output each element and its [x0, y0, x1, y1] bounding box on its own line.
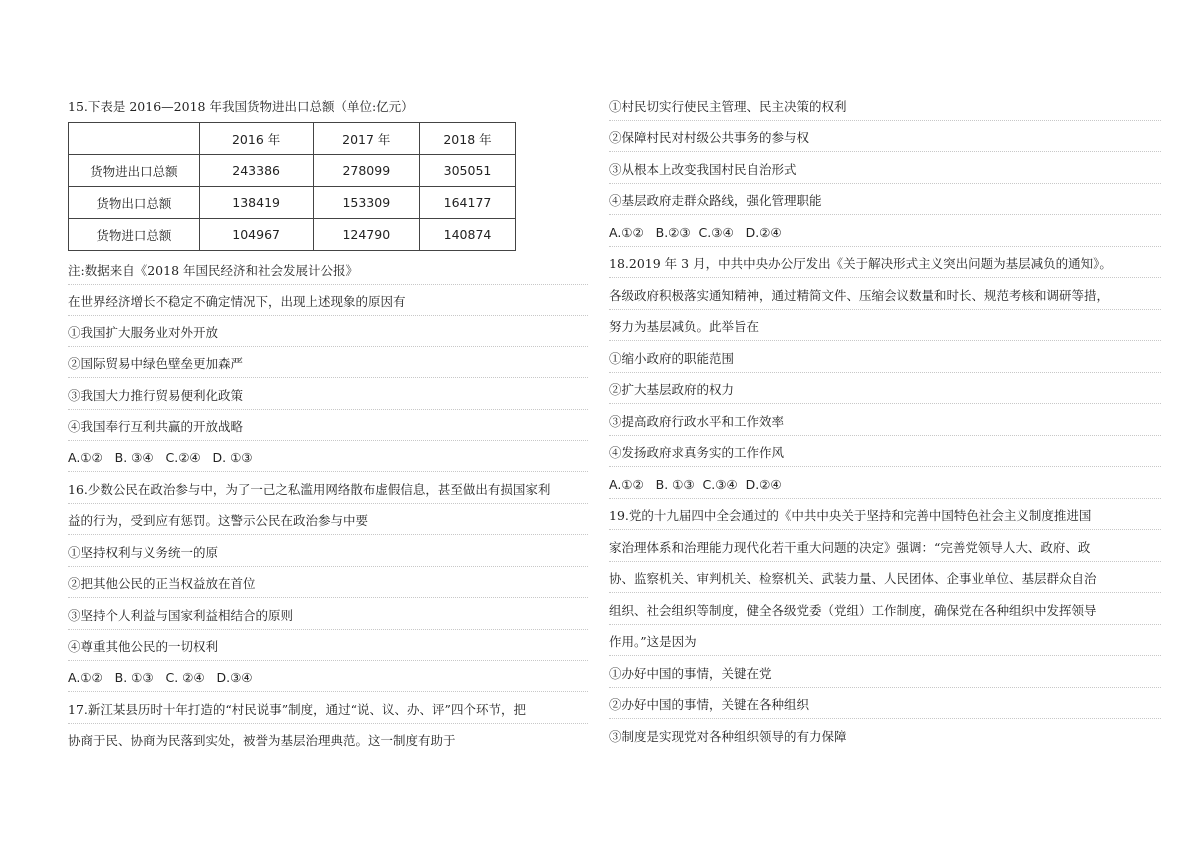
- table-cell: 104967: [199, 219, 313, 251]
- q15-note: 注:数据来自《2018 年国民经济和社会发展计公报》: [68, 260, 588, 285]
- table-cell: 138419: [199, 187, 313, 219]
- q18-stem-line-3: 努力为基层减负。此举旨在: [609, 316, 1161, 341]
- q17-option-4: ④基层政府走群众路线，强化管理职能: [609, 190, 1161, 215]
- q19-stem-line-5: 作用。”这是因为: [609, 631, 1161, 656]
- q19-option-1: ①办好中国的事情，关键在党: [609, 663, 1161, 688]
- table-header-cell: 2016 年: [199, 123, 313, 155]
- table-cell: 243386: [199, 155, 313, 187]
- q16-answer-choices: A.①② B. ①③ C. ②④ D.③④: [68, 667, 588, 692]
- q15-stem: 在世界经济增长不稳定不确定情况下，出现上述现象的原因有: [68, 291, 588, 316]
- q16-stem-line-2: 益的行为，受到应有惩罚。这警示公民在政治参与中要: [68, 510, 588, 535]
- table-cell: 164177: [420, 187, 516, 219]
- q17-option-3: ③从根本上改变我国村民自治形式: [609, 159, 1161, 184]
- q16-option-2: ②把其他公民的正当权益放在首位: [68, 573, 588, 598]
- table-row: [69, 155, 516, 187]
- q17-answer-choices: A.①② B.②③ C.③④ D.②④: [609, 222, 1161, 247]
- table-cell: 153309: [313, 187, 419, 219]
- table-row-label: 货物进出口总额: [69, 155, 200, 187]
- table-header-cell: 2018 年: [420, 123, 516, 155]
- q17-option-1: ①村民切实行使民主管理、民主决策的权利: [609, 96, 1161, 121]
- q18-option-4: ④发扬政府求真务实的工作作风: [609, 442, 1161, 467]
- table-header-cell: 2017 年: [313, 123, 419, 155]
- q15-option-4: ④我国奉行互利共赢的开放战略: [68, 416, 588, 441]
- q18-option-2: ②扩大基层政府的权力: [609, 379, 1161, 404]
- q15-title: 15.下表是 2016—2018 年我国货物进出口总额（单位:亿元）: [68, 99, 414, 114]
- q15-option-1: ①我国扩大服务业对外开放: [68, 322, 588, 347]
- table-row-label: 货物进口总额: [69, 219, 200, 251]
- table-cell: 278099: [313, 155, 419, 187]
- q18-option-1: ①缩小政府的职能范围: [609, 348, 1161, 373]
- table-cell: 140874: [420, 219, 516, 251]
- q16-option-1: ①坚持权利与义务统一的原: [68, 542, 588, 567]
- q19-stem-line-3: 协、监察机关、审判机关、检察机关、武装力量、人民团体、企事业单位、基层群众自治: [609, 568, 1161, 593]
- q16-option-3: ③坚持个人利益与国家利益相结合的原则: [68, 605, 588, 630]
- q16-option-4: ④尊重其他公民的一切权利: [68, 636, 588, 661]
- q19-stem-line-2: 家治理体系和治理能力现代化若干重大问题的决定》强调：“完善党领导人大、政府、政: [609, 537, 1161, 562]
- q19-option-3: ③制度是实现党对各种组织领导的有力保障: [609, 729, 847, 744]
- q19-option-2: ②办好中国的事情，关键在各种组织: [609, 694, 1161, 719]
- q15-trade-table: [68, 122, 516, 251]
- q17-option-2: ②保障村民对村级公共事务的参与权: [609, 127, 1161, 152]
- q18-stem-line-2: 各级政府积极落实通知精神，通过精简文件、压缩会议数量和时长、规范考核和调研等措，: [609, 285, 1161, 310]
- table-row: [69, 219, 516, 251]
- q18-option-3: ③提高政府行政水平和工作效率: [609, 411, 1161, 436]
- q16-stem-line-1: 16.少数公民在政治参与中，为了一己之私滥用网络散布虚假信息，甚至做出有损国家利: [68, 479, 588, 504]
- q18-stem-line-1: 18.2019 年 3 月，中共中央办公厅发出《关于解决形式主义突出问题为基层减负的通知》。: [609, 253, 1161, 278]
- q15-option-2: ②国际贸易中绿色壁垒更加森严: [68, 353, 588, 378]
- table-cell: 124790: [313, 219, 419, 251]
- table-row: [69, 187, 516, 219]
- table-row-label: 货物出口总额: [69, 187, 200, 219]
- q19-stem-line-1: 19.党的十九届四中全会通过的《中共中央关于坚持和完善中国特色社会主义制度推进国: [609, 505, 1161, 530]
- q18-answer-choices: A.①② B. ①③ C.③④ D.②④: [609, 474, 1161, 499]
- table-header-row: [69, 123, 516, 155]
- table-header-cell: [69, 123, 200, 155]
- q17-stem-line-2: 协商于民、协商为民落到实处，被誉为基层治理典范。这一制度有助于: [68, 733, 456, 748]
- q17-stem-line-1: 17.新江某县历时十年打造的“村民说事”制度，通过“说、议、办、评”四个环节，把: [68, 699, 588, 724]
- q15-option-3: ③我国大力推行贸易便利化政策: [68, 385, 588, 410]
- table-cell: 305051: [420, 155, 516, 187]
- q19-stem-line-4: 组织、社会组织等制度，健全各级党委（党组）工作制度，确保党在各种组织中发挥领导: [609, 600, 1161, 625]
- q15-answer-choices: A.①② B. ③④ C.②④ D. ①③: [68, 447, 588, 472]
